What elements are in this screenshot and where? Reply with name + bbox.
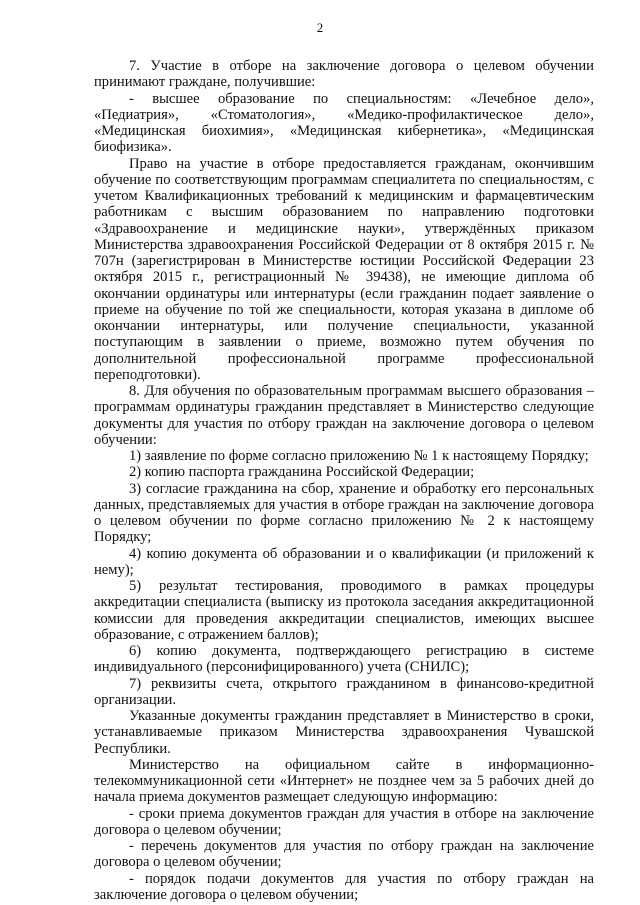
page-number: 2: [316, 20, 324, 35]
list-item-application: 1) заявление по форме согласно приложению № 1 к настоящему Порядку;: [129, 448, 589, 464]
list-item-bank-account: 7) реквизиты счета, открытого гражданином в финансово-кредитной организации.: [94, 675, 594, 708]
list-item-acceptance-dates: - сроки приема документов граждан для участия в отборе на заключение договора о целевом обучении;: [94, 805, 594, 838]
list-item-submission-procedure: - порядок подачи документов для участия по отбору граждан на заключение договора о целевом обучении;: [94, 870, 594, 903]
list-item-diploma: 4) копию документа об образовании и о квалификации (и приложений к нему);: [94, 545, 594, 578]
paragraph-eligibility: Право на участие в отборе предоставляется гражданам, окончившим обучение по соответствующим программам специалитета по специальностям, с учетом Квалификационных требований к медицинским и фармацевтическим работникам с высшим образованием по направлению подготовки «Здравоохранение и медицинские науки», утверждённых приказом Министерства здравоохранения Российской Федерации от 8 октября 2015 г. № 707н (зарегистрирован в Министерстве юстиции Российской Федерации 23 октября 2015 г., регистрационный № 39438), не имеющие диплома об окончании ординатуры или интернатуры (если гражданин подает заявление о приеме на обучение по той же специальности, которая указана в дипломе об окончании интернатуры, или получение специальности, указанной поступающим в заявлении о приеме, возможно путем обучения по дополнительной профессиональной программе профессиональной переподготовки).: [94, 155, 594, 383]
paragraph-8-intro: 8. Для обучения по образовательным программам высшего образования – программам ординатуры гражданин представляет в Министерство следующие документы для участия по отбору граждан на заключение договора о целевом обучении:: [94, 383, 594, 448]
list-item-testing: 5) результат тестирования, проводимого в рамках процедуры аккредитации специалиста (выписку из протокола заседания аккредитационной комиссии для проведения аккредитации специалистов, имеющих высшее образование, с отражением баллов);: [94, 578, 594, 643]
paragraph-ministry-website: Министерство на официальном сайте в информационно-телекоммуникационной сети «Интернет» не позднее чем за 5 рабочих дней до начала приема документов размещает следующую информацию:: [94, 756, 594, 806]
paragraph-specialties: - высшее образование по специальностям: «Лечебное дело», «Педиатрия», «Стоматология», «Медико-профилактическое дело», «Медицинская биохимия», «Медицинская кибернетика», «Медицинская биофизика».: [94, 90, 594, 156]
document-body: [94, 58, 594, 903]
paragraph-deadlines: Указанные документы гражданин представляет в Министерство в сроки, устанавливаемые приказом Министерства здравоохранения Чувашской Республики.: [94, 708, 594, 757]
list-item-document-list: - перечень документов для участия по отбору граждан на заключение договора о целевом обучении;: [94, 838, 594, 871]
paragraph-7-intro: 7. Участие в отборе на заключение договора о целевом обучении принимают граждане, получившие:: [94, 58, 594, 91]
list-item-passport: 2) копию паспорта гражданина Российской Федерации;: [129, 464, 475, 481]
list-item-snils: 6) копию документа, подтверждающего регистрацию в системе индивидуального (персонифицированного) учета (СНИЛС);: [94, 643, 594, 676]
list-item-consent: 3) согласие гражданина на сбор, хранение и обработку его персональных данных, представляемых для участия в отборе граждан на заключение договора о целевом обучении по форме согласно приложению № 2 к настоящему Порядку;: [94, 480, 594, 546]
